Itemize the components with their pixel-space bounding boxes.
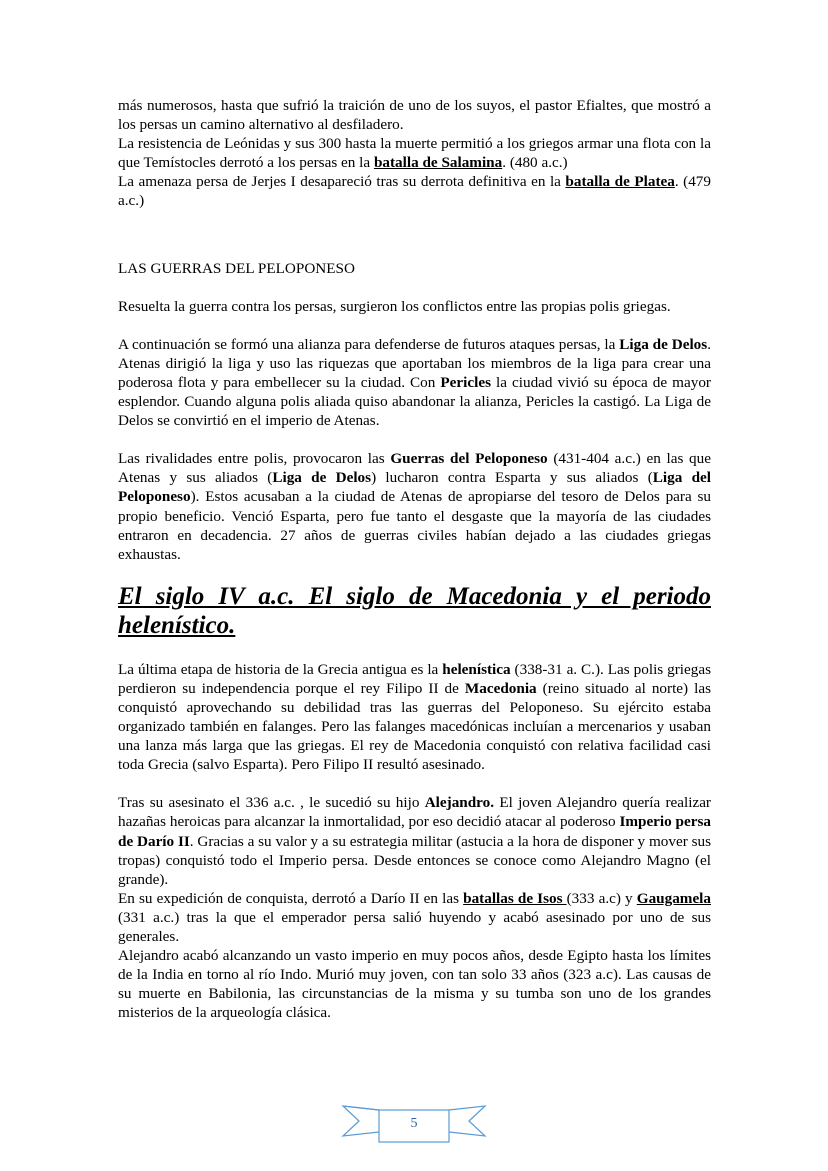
section-heading-macedonia: El siglo IV a.c. El siglo de Macedonia y el periodo helenístico. (118, 582, 711, 639)
page-number-ribbon (341, 1102, 487, 1146)
link-batalla-platea[interactable]: batalla de Platea (565, 173, 675, 191)
document-page (118, 96, 711, 1022)
paragraph-alejandro: Tras su asesinato el 336 a.c. , le sucedió su hijo Alejandro. El joven Alejandro quería realizar hazañas heroicas para alcanzar la inmortalidad, por eso decidió atacar al poderoso Imperio persa de Darío II. Gracias a su valor y a su estrategia militar (astucia a la hora de disponer y mover sus tropas) conquistó todo el Imperio persa. Desde entonces se conoce como Alejandro Magno (el grande). (118, 794, 711, 888)
paragraph-leonidas: más numerosos, hasta que sufrió la traición de uno de los suyos, el pastor Efialtes, que mostró a los persas un camino alternativo al desfiladero. La resistencia de Leónidas y sus 300 hasta la muerte permitió a los griegos armar una flota con la que Temístocles derrotó a los persas en la batalla de Salamina. (480 a.c.) La amenaza persa de Jerjes I desapareció tras su derrota definitiva en la batalla de Platea. (479 a.c.) (118, 97, 711, 210)
page-number: 5 (410, 1116, 418, 1131)
paragraph-guerras-peloponeso: Las rivalidades entre polis, provocaron las Guerras del Peloponeso (431-404 a.c.) en las que Atenas y sus aliados (Liga de Delos) lucharon contra Esparta y sus aliados (Liga del Peloponeso). Estos acusaban a la ciudad de Atenas de apropiarse del tesoro de Delos para su propio beneficio. Venció Esparta, pero fue tanto el desgaste que la mayoría de las ciudades entraron en decadencia. 27 años de guerras civiles habían dejado a las ciudades griegas exhaustas. (118, 450, 711, 563)
paragraph-conflictos: Resuelta la guerra contra los persas, surgieron los conflictos entre las propias polis griegas. (118, 297, 671, 315)
paragraph-liga-delos: A continuación se formó una alianza para defenderse de futuros ataques persas, la Liga de Delos. Atenas dirigió la liga y uso las riquezas que aportaban los miembros de la liga para crear una poderosa flota y para embellecer su la ciudad. Con Pericles la ciudad vivió su época de mayor esplendor. Cuando alguna polis aliada quiso abandonar la alianza, Pericles la castigó. La Liga de Delos se convirtió en el imperio de Atenas. (118, 335, 711, 430)
link-batallas-isos[interactable]: batallas de Isos (463, 889, 567, 907)
link-batalla-salamina[interactable]: batalla de Salamina (373, 154, 503, 172)
paragraph-helenistica: La última etapa de historia de la Grecia antigua es la helenística (338-31 a. C.). Las polis griegas perdieron su independencia porque el rey Filipo II de Macedonia (reino situado al norte) las conquistó aprovechando su debilidad tras las guerras del Peloponeso. Su ejército estaba organizado también en falanges. Pero las falanges macedónicas incluían a mercenarios y usaban una lanza más larga que las griegas. El rey de Macedonia conquistó con relativa facilidad casi toda Grecia (salvo Esparta). Pero Filipo II resultó asesinado. (118, 660, 712, 774)
paragraph-imperio: Alejandro acabó alcanzando un vasto imperio en muy pocos años, desde Egipto hasta los límites de la India en torno al río Indo. Murió muy joven, con tan solo 33 años (323 a.c). Las causas de su muerte en Babilonia, las circunstancias de la misma y su tumba son uno de los grandes misterios de la arqueología clásica. (118, 947, 711, 1022)
link-gaugamela[interactable]: Gaugamela (636, 889, 711, 907)
paragraph-expedicion: En su expedición de conquista, derrotó a Darío II en las batallas de Isos (333 a.c) y Gaugamela (331 a.c.) tras la que el emperador persa salió huyendo y acabó asesinado por uno de sus generales. (118, 889, 711, 945)
subheading-peloponeso: LAS GUERRAS DEL PELOPONESO (118, 259, 355, 277)
